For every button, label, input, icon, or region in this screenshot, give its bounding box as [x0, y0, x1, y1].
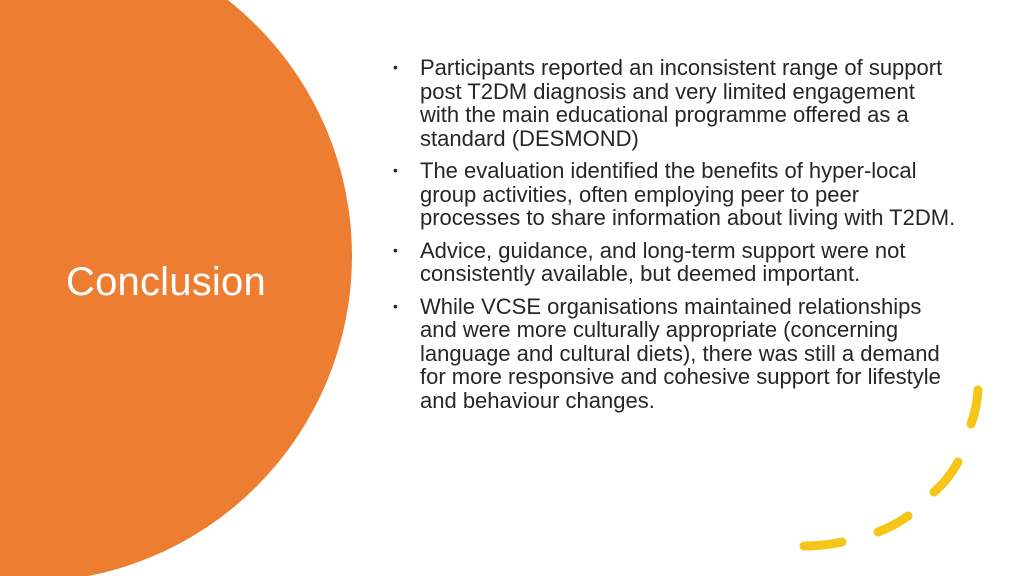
dash-segment-2: [934, 462, 958, 492]
bullet-text: The evaluation identified the benefits of hyper-local group activities, often employing peer to peer processes to share information about living with T2DM.: [420, 158, 956, 230]
dash-segment-3: [878, 516, 908, 532]
bullet-list: [393, 55, 960, 421]
bullet-dot-icon: •: [393, 297, 398, 314]
bullet-item: [393, 55, 960, 151]
bullet-text: Advice, guidance, and long-term support were not consistently available, but deemed important.: [420, 237, 906, 286]
bullet-text: While VCSE organisations maintained relationships and were more culturally appropriate (concerning language and cultural diets), there was still a demand for more responsive and cohesive support for lifestyle and behaviour changes.: [420, 293, 941, 413]
bullet-text: Participants reported an inconsistent range of support post T2DM diagnosis and very limited engagement with the main educational programme offered as a standard (DESMOND): [420, 55, 943, 151]
bullet-dot-icon: •: [393, 241, 398, 258]
dash-segment-4: [804, 542, 842, 546]
bullet-item: [393, 237, 960, 286]
bullet-item: [393, 158, 960, 230]
slide-title: Conclusion: [66, 260, 266, 304]
bullet-dot-icon: •: [393, 59, 398, 75]
bullet-dot-icon: •: [393, 162, 398, 178]
dash-segment-1: [971, 390, 978, 424]
dashed-arc-decoration: [790, 380, 990, 560]
